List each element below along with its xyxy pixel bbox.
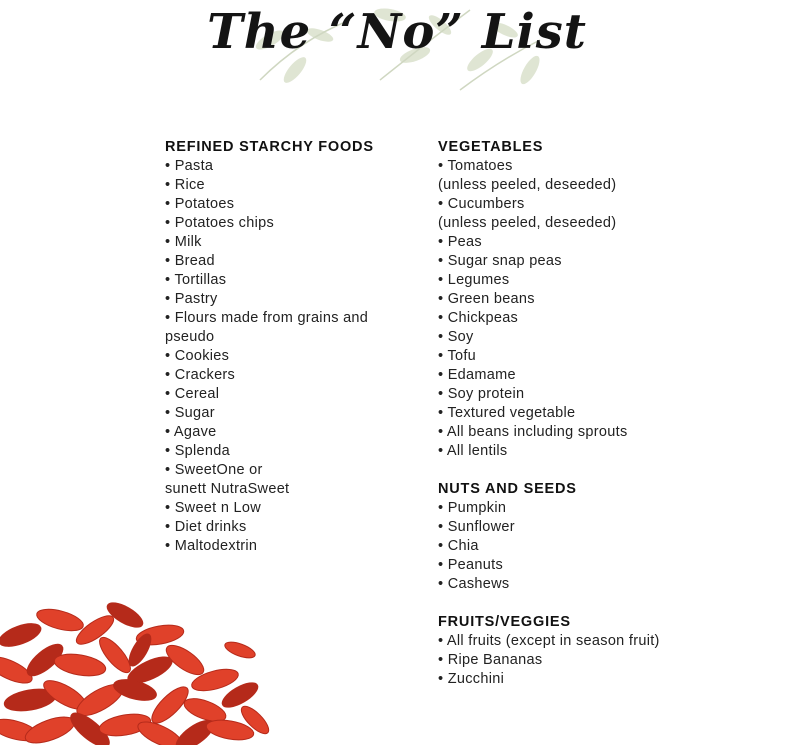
goji-berry [0, 619, 44, 651]
list-item: • All lentils [438, 443, 508, 459]
list-item: • Crackers [165, 367, 236, 383]
goji-berries-image [0, 590, 270, 745]
refined-list [165, 157, 430, 556]
list-item: • Diet drinks [165, 519, 247, 535]
goji-berry [34, 605, 85, 635]
list-item: • Rice [165, 177, 205, 193]
list-item: • Peas [438, 234, 482, 250]
nuts-list [438, 499, 738, 594]
section-heading: REFINED STARCHY FOODS [165, 139, 374, 155]
list-item: • Agave [165, 424, 217, 440]
list-item: pseudo [165, 329, 215, 345]
section-nuts-and-seeds [438, 480, 738, 594]
list-item: • Pastry [165, 291, 218, 307]
list-item: • Cashews [438, 576, 510, 592]
list-item: • Sweet n Low [165, 500, 262, 516]
list-item: • SweetOne or [165, 462, 263, 478]
page-title: The “No” List [207, 4, 587, 60]
list-item: • Potatoes [165, 196, 235, 212]
list-item: • Chickpeas [438, 310, 519, 326]
list-item: • Peanuts [438, 557, 504, 573]
section-heading: FRUITS/VEGGIES [438, 614, 571, 630]
list-item: • Pumpkin [438, 500, 507, 516]
list-item: • Chia [438, 538, 479, 554]
left-column [165, 138, 430, 575]
list-item: • Milk [165, 234, 202, 250]
list-item: • Zucchini [438, 671, 505, 687]
section-vegetables [438, 138, 738, 461]
list-item: • Tomatoes [438, 158, 513, 174]
list-item: • Pasta [165, 158, 214, 174]
list-item: • All beans including sprouts [438, 424, 628, 440]
right-column [438, 138, 738, 708]
list-item: • Splenda [165, 443, 231, 459]
section-heading: VEGETABLES [438, 139, 544, 155]
list-item: • Cereal [165, 386, 220, 402]
goji-berry [53, 651, 108, 680]
list-item: • Soy protein [438, 386, 525, 402]
section-heading: NUTS AND SEEDS [438, 481, 577, 497]
list-item: • Bread [165, 253, 215, 269]
list-item: • Soy [438, 329, 474, 345]
section-fruits-veggies [438, 613, 738, 689]
list-item: • Legumes [438, 272, 510, 288]
list-item: sunett NutraSweet [165, 481, 290, 497]
goji-berry [223, 639, 257, 661]
list-item: • All fruits (except in season fruit) [438, 633, 660, 649]
list-item: • Green beans [438, 291, 535, 307]
list-item: (unless peeled, deseeded) [438, 215, 617, 231]
list-item: • Textured vegetable [438, 405, 576, 421]
list-item: (unless peeled, deseeded) [438, 177, 617, 193]
list-item: • Tofu [438, 348, 477, 364]
list-item: • Cucumbers [438, 196, 525, 212]
list-item: • Ripe Bananas [438, 652, 543, 668]
vegetables-list [438, 157, 738, 461]
section-refined-starchy-foods [165, 138, 430, 556]
list-item: • Sugar snap peas [438, 253, 562, 269]
list-item: • Edamame [438, 367, 516, 383]
list-item: • Maltodextrin [165, 538, 258, 554]
list-item: • Tortillas [165, 272, 227, 288]
list-item: • Sunflower [438, 519, 515, 535]
list-item: • Sugar [165, 405, 215, 421]
list-item: • Potatoes chips [165, 215, 275, 231]
header [0, 0, 794, 110]
list-item: • Flours made from grains and [165, 310, 369, 326]
list-item: • Cookies [165, 348, 230, 364]
fruits-list [438, 632, 738, 689]
